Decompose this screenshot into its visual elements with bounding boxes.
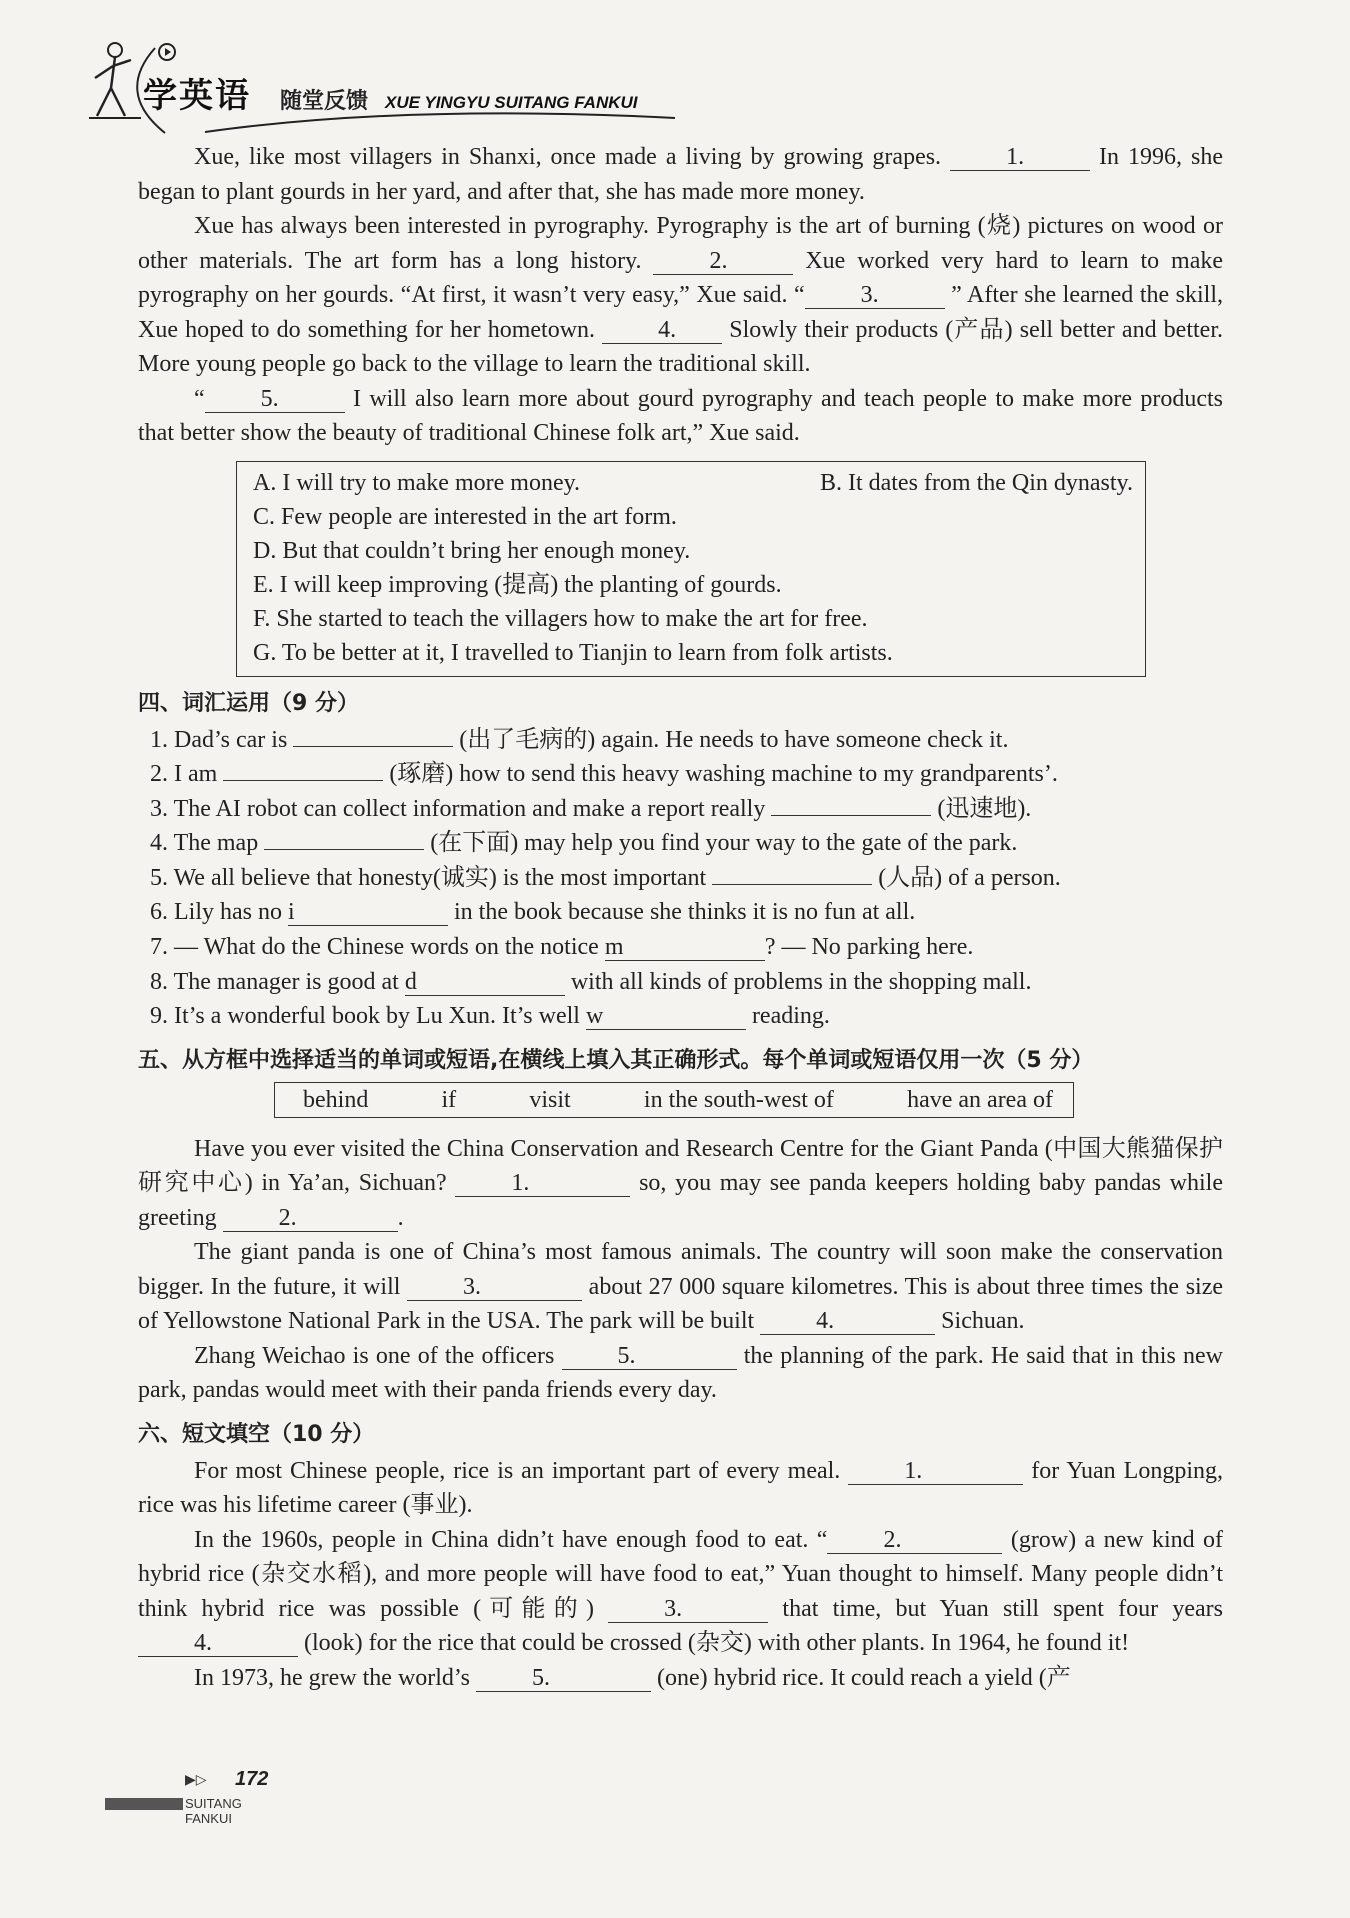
answer-blank[interactable]: [264, 849, 424, 850]
option-c: C. Few people are interested in the art form.: [253, 503, 677, 530]
header-title-en: XUE YINGYU SUITANG FANKUI: [385, 93, 638, 112]
vocab-question: 2. I am (琢磨) how to send this heavy washing machine to my grandparents’.: [150, 761, 1058, 788]
word-bank-item: behind: [303, 1086, 369, 1113]
footer-bar: [105, 1798, 183, 1810]
section-4-title: 四、词汇运用（9 分）: [138, 690, 359, 716]
answer-blank[interactable]: 3.: [407, 1274, 582, 1301]
passage3-paragraph-1: Xue, like most villagers in Shanxi, once made a living by growing grapes. 1. In 1996, she began to plant gourds in her yard, and after that, she has made more money.: [138, 144, 1224, 205]
option-b: B. It dates from the Qin dynasty.: [819, 469, 1133, 496]
passage3-paragraph-2: Xue has always been interested in pyrography. Pyrography is the art of burning (烧) pictures on wood or other materials. The art form has a long history. 2. Xue worked very hard to learn to make pyrography on her gourds. “At first, it wasn’t very easy,” Xue said. “ 3. ” After she learned the skill, Xue hoped to do something for her hometown. 4. Slowly their products (产品) sell better and better. More young people go back to the village to learn the traditional skill.: [138, 213, 1223, 377]
vocab-question: 6. Lily has no i in the book because she thinks it is no fun at all.: [150, 899, 916, 926]
answer-blank[interactable]: 3.: [805, 282, 945, 309]
answer-blank[interactable]: 4.: [602, 317, 722, 344]
section6-paragraph-2: In the 1960s, people in China didn’t have enough food to eat. “ 2. (grow) a new kind of hybrid rice (杂交水稻), and more people will have food to eat,” Yuan thought to himself. Many people didn’t think hybrid rice was possible (可能的) 3. that time, but Yuan still spent four years 4. (look) for the rice that could be crossed (杂交) with other plants. In 1964, he found it!: [138, 1526, 1223, 1657]
section-5-title: 五、从方框中选择适当的单词或短语,在横线上填入其正确形式。每个单词或短语仅用一次（5 分）: [138, 1047, 1094, 1073]
answer-blank[interactable]: 4.: [760, 1308, 935, 1335]
section5-paragraph-3: Zhang Weichao is one of the officers 5. the planning of the park. He said that in this new park, pandas would meet with their panda friends every day.: [138, 1342, 1224, 1404]
vocab-question: 5. We all believe that honesty(诚实) is the most important (人品) of a person.: [150, 864, 1061, 891]
answer-blank[interactable]: 4.: [138, 1630, 298, 1657]
options-box: [236, 461, 1146, 677]
answer-blank[interactable]: 1.: [848, 1458, 1023, 1485]
header-title-cn-small: 随堂反馈: [280, 89, 369, 114]
section6-paragraph-1: For most Chinese people, rice is an important part of every meal. 1. for Yuan Longping, rice was his lifetime career (事业).: [138, 1457, 1223, 1519]
option-g: G. To be better at it, I travelled to Tianjin to learn from folk artists.: [253, 639, 893, 666]
section6-paragraph-3: In 1973, he grew the world’s 5. (one) hybrid rice. It could reach a yield (产: [194, 1664, 1071, 1691]
header-title-cn: 学英语: [143, 76, 251, 116]
page-header: [85, 38, 675, 138]
answer-blank[interactable]: w: [586, 1003, 746, 1030]
answer-blank[interactable]: i: [288, 899, 448, 926]
answer-blank[interactable]: 3.: [608, 1596, 768, 1623]
answer-blank[interactable]: 5.: [562, 1343, 737, 1370]
option-d: D. But that couldn’t bring her enough money.: [253, 537, 691, 564]
word-bank-item: have an area of: [907, 1086, 1053, 1113]
answer-blank[interactable]: [293, 746, 453, 747]
answer-blank[interactable]: d: [405, 969, 565, 996]
footer-subtitle: SUITANG FANKUI: [185, 1796, 242, 1826]
vocab-question: 9. It’s a wonderful book by Lu Xun. It’s well w reading.: [150, 1003, 830, 1030]
answer-blank[interactable]: 1.: [950, 144, 1090, 171]
answer-blank[interactable]: 2.: [653, 248, 793, 275]
word-bank-item: visit: [529, 1086, 571, 1113]
word-bank-box: [274, 1082, 1074, 1118]
answer-blank[interactable]: 2.: [827, 1527, 1002, 1554]
answer-blank[interactable]: 5.: [205, 386, 345, 413]
vocab-question: 1. Dad’s car is (出了毛病的) again. He needs to have someone check it.: [150, 726, 1009, 753]
answer-blank[interactable]: m: [605, 934, 765, 961]
vocab-question: 8. The manager is good at d with all kinds of problems in the shopping mall.: [150, 968, 1032, 995]
vocab-question: 7. — What do the Chinese words on the notice m ? — No parking here.: [150, 934, 974, 961]
header-swoosh: [205, 110, 675, 140]
option-e: E. I will keep improving (提高) the planting of gourds.: [253, 571, 782, 598]
arrow-icon: ▶▷: [185, 1773, 207, 1788]
answer-blank[interactable]: [712, 884, 872, 885]
word-bank-item: in the south-west of: [643, 1086, 834, 1113]
word-bank-item: if: [441, 1086, 457, 1113]
section5-paragraph-1: Have you ever visited the China Conservation and Research Centre for the Giant Panda (中国大熊猫保护研究中心) in Ya’an, Sichuan? 1. so, you may see panda keepers holding baby pandas while greeting 2. .: [138, 1135, 1224, 1231]
answer-blank[interactable]: 1.: [455, 1170, 630, 1197]
vocab-question: 4. The map (在下面) may help you find your way to the gate of the park.: [150, 830, 1018, 857]
option-f: F. She started to teach the villagers how to make the art for free.: [253, 605, 868, 632]
passage3-paragraph-3: “ 5. I will also learn more about gourd pyrography and teach people to make more products that better show the beauty of traditional Chinese folk art,” Xue said.: [138, 385, 1223, 446]
answer-blank[interactable]: [771, 815, 931, 816]
vocab-question: 3. The AI robot can collect information and make a report really (迅速地).: [150, 795, 1032, 822]
option-a: A. I will try to make more money.: [253, 469, 581, 496]
page-content: [138, 140, 1223, 1695]
answer-blank[interactable]: [223, 780, 383, 781]
section-6-title: 六、短文填空（10 分）: [138, 1421, 375, 1447]
answer-blank[interactable]: 2.: [223, 1205, 398, 1232]
section5-paragraph-2: The giant panda is one of China’s most famous animals. The country will soon make the conservation bigger. In the future, it will 3. about 27 000 square kilometres. This is about three times the size of Yellowstone National Park in the USA. The park will be built 4. Sichuan.: [138, 1239, 1224, 1335]
page-number: 172: [235, 1768, 269, 1790]
answer-blank[interactable]: 5.: [476, 1665, 651, 1692]
